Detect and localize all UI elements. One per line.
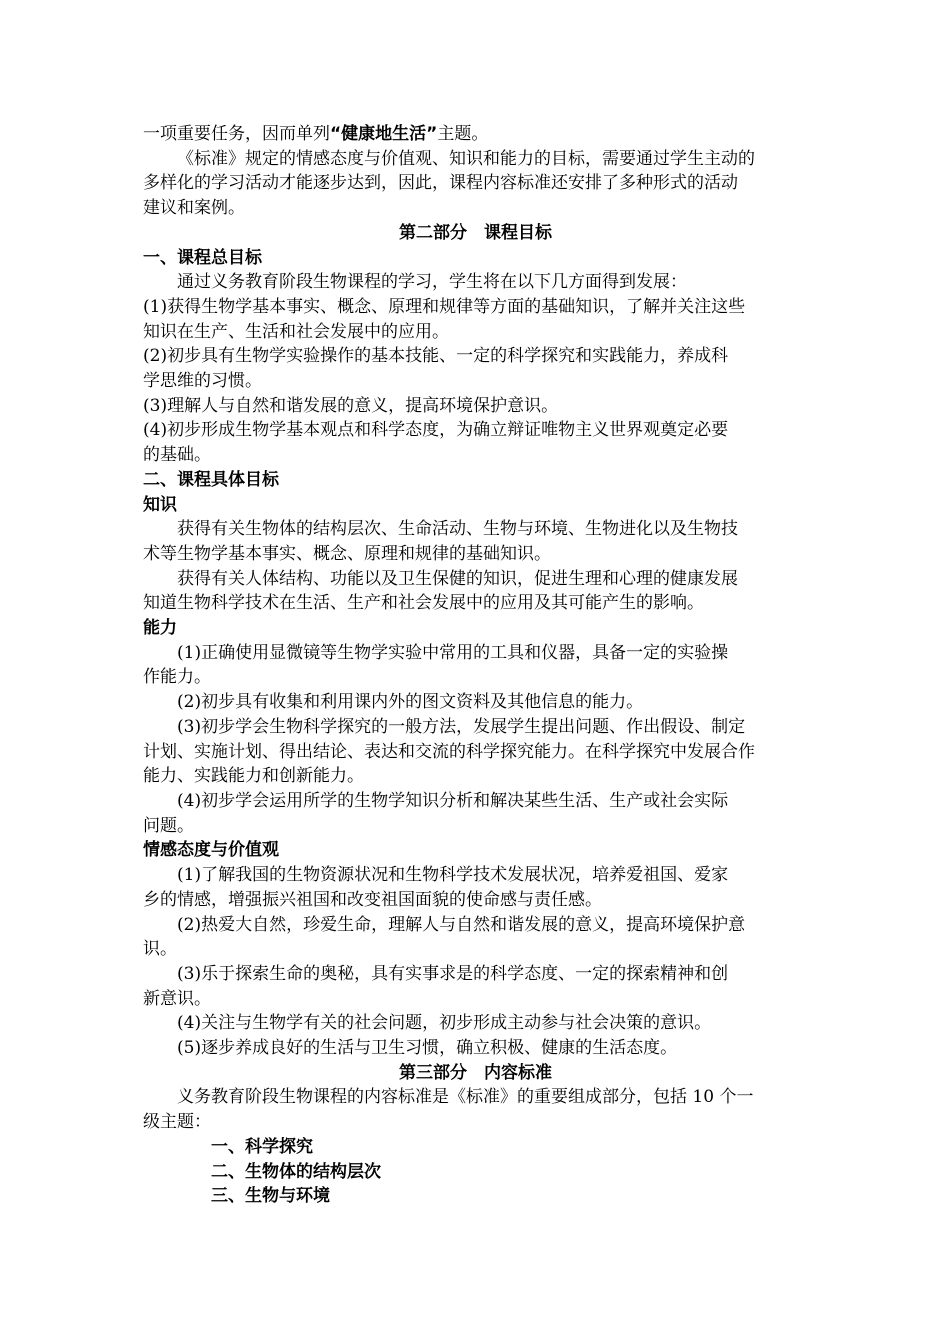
ability-item: (3)初步学会生物科学探究的一般方法，发展学生提出问题、作出假设、制定 xyxy=(177,716,746,737)
intro-bold-topic: “健康地生活” xyxy=(330,124,438,144)
goal-item: (4)初步形成生物学基本观点和科学态度，为确立辩证唯物主义世界观奠定必要 xyxy=(143,420,729,441)
subheading-knowledge: 知识 xyxy=(143,494,177,515)
ability-item-line: 能力、实践能力和创新能力。 xyxy=(143,766,364,787)
emotion-item-line: 识。 xyxy=(143,939,177,960)
ability-item-line: 问题。 xyxy=(143,815,194,836)
subheading-ability: 能力 xyxy=(143,618,177,639)
paragraph-line: 多样化的学习活动才能逐步达到，因此，课程内容标准还安排了多种形式的活动 xyxy=(143,173,738,194)
emotion-item: (5)逐步养成良好的生活与卫生习惯，确立积极、健康的生活态度。 xyxy=(177,1038,678,1059)
goal-item: (1)获得生物学基本事实、概念、原理和规律等方面的基础知识，了解并关注这些 xyxy=(143,296,746,317)
paragraph: 义务教育阶段生物课程的内容标准是《标准》的重要组成部分，包括 10 个一 xyxy=(177,1087,754,1108)
emotion-item-line: 乡的情感，增强振兴祖国和改变祖国面貌的使命感与责任感。 xyxy=(143,889,602,910)
topic-item: 二、生物体的结构层次 xyxy=(211,1161,381,1182)
topic-item: 一、科学探究 xyxy=(211,1136,313,1157)
paragraph-line: 建议和案例。 xyxy=(143,198,245,219)
part2-title: 第二部分 课程目标 xyxy=(399,222,552,243)
paragraph: 《标准》规定的情感态度与价值观、知识和能力的目标，需要通过学生主动的 xyxy=(177,148,755,169)
topic-item: 三、生物与环境 xyxy=(211,1186,330,1207)
section-heading-overall: 一、课程总目标 xyxy=(143,247,262,268)
goal-item-line: 的基础。 xyxy=(143,445,211,466)
paragraph: 获得有关人体结构、功能以及卫生保健的知识，促进生理和心理的健康发展 xyxy=(177,568,738,589)
intro-text: 一项重要任务，因而单列 xyxy=(143,124,330,144)
emotion-item-line: 新意识。 xyxy=(143,988,211,1009)
ability-item: (1)正确使用显微镜等生物学实验中常用的工具和仪器，具备一定的实验操 xyxy=(177,642,729,663)
paragraph-line: 知道生物科学技术在生活、生产和社会发展中的应用及其可能产生的影响。 xyxy=(143,593,704,614)
goal-item-line: 学思维的习惯。 xyxy=(143,371,262,392)
emotion-item: (4)关注与生物学有关的社会问题，初步形成主动参与社会决策的意识。 xyxy=(177,1013,712,1034)
emotion-item: (3)乐于探索生命的奥秘，具有实事求是的科学态度、一定的探索精神和创 xyxy=(177,963,729,984)
goal-item-line: 知识在生产、生活和社会发展中的应用。 xyxy=(143,321,449,342)
emotion-item: (1)了解我国的生物资源状况和生物科学技术发展状况，培养爱祖国、爱家 xyxy=(177,865,729,886)
intro-line xyxy=(143,122,808,147)
subheading-emotion: 情感态度与价值观 xyxy=(143,840,279,861)
part3-title: 第三部分 内容标准 xyxy=(399,1062,552,1083)
paragraph-line: 术等生物学基本事实、概念、原理和规律的基础知识。 xyxy=(143,543,551,564)
emotion-item: (2)热爱大自然，珍爱生命，理解人与自然和谐发展的意义，提高环境保护意 xyxy=(177,914,746,935)
goal-item: (3)理解人与自然和谐发展的意义，提高环境保护意识。 xyxy=(143,395,559,416)
ability-item-line: 作能力。 xyxy=(143,667,211,688)
document-body xyxy=(143,122,808,1209)
section-heading-specific: 二、课程具体目标 xyxy=(143,469,279,490)
ability-item: (2)初步具有收集和利用课内外的图文资料及其他信息的能力。 xyxy=(177,692,644,713)
ability-item: (4)初步学会运用所学的生物学知识分析和解决某些生活、生产或社会实际 xyxy=(177,790,729,811)
ability-item-line: 计划、实施计划、得出结论、表达和交流的科学探究能力。在科学探究中发展合作 xyxy=(143,741,755,762)
goal-item: (2)初步具有生物学实验操作的基本技能、一定的科学探究和实践能力，养成科 xyxy=(143,346,729,367)
paragraph: 通过义务教育阶段生物课程的学习，学生将在以下几方面得到发展： xyxy=(177,272,687,293)
paragraph-line: 级主题： xyxy=(143,1112,211,1133)
paragraph: 获得有关生物体的结构层次、生命活动、生物与环境、生物进化以及生物技 xyxy=(177,519,738,540)
intro-text-end: 主题。 xyxy=(437,124,489,144)
